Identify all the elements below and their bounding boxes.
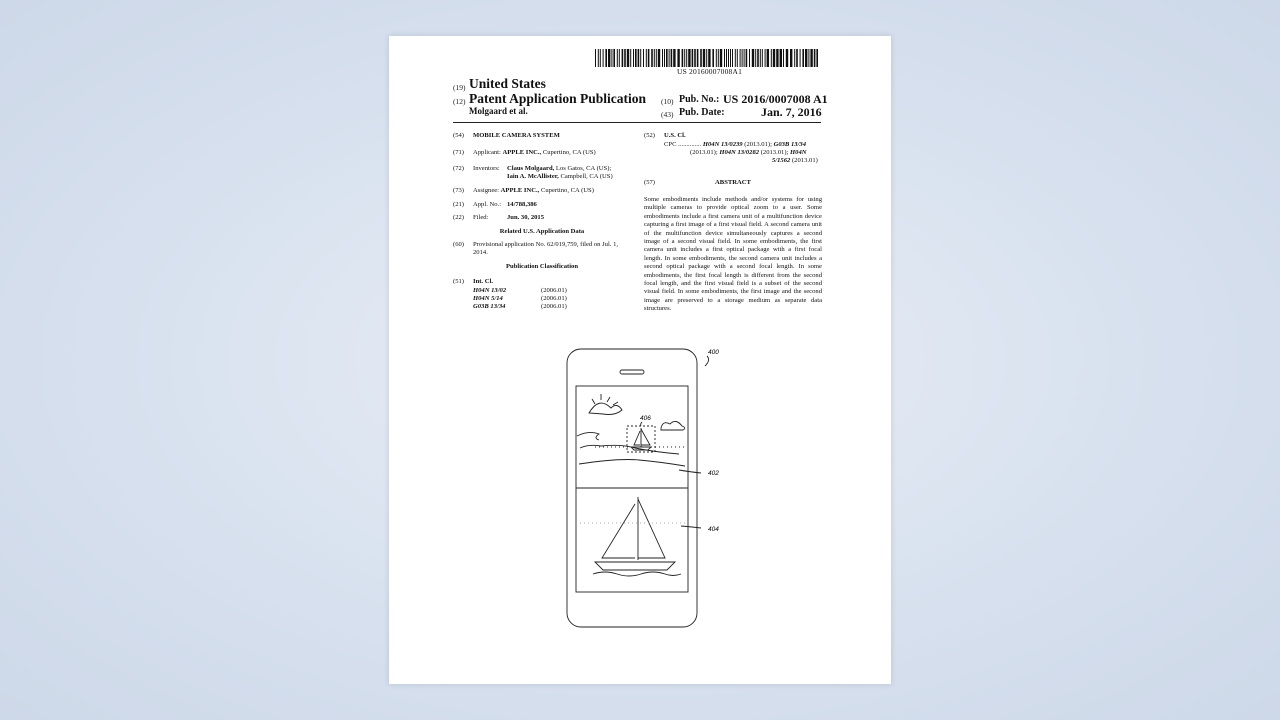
- pub-type: Patent Application Publication: [469, 91, 647, 106]
- cpc-line-3: [772, 157, 818, 165]
- cpc-code: H04N 13/0239: [702, 141, 743, 148]
- code-73: (73): [453, 187, 464, 194]
- provisional-line-1: Provisional application No. 62/019,759, filed on Jul. 1,: [473, 241, 619, 248]
- ref-404: 404: [708, 526, 719, 533]
- inventor-1-loc: Los Gatos, CA (US);: [555, 165, 612, 172]
- int-cl-code: H04N 13/02: [473, 287, 507, 294]
- cpc-label: CPC: [664, 141, 677, 148]
- cpc-code: 5/1562: [772, 157, 791, 164]
- phone-screen: [576, 386, 688, 592]
- shoreline: [577, 432, 679, 454]
- leader-402: [679, 470, 701, 473]
- cpc-year: (2013.01): [791, 157, 818, 164]
- assignee-label: Assignee:: [473, 187, 500, 194]
- pub-no-label: Pub. No.:: [679, 94, 720, 105]
- us-cl-label: U.S. Cl.: [664, 132, 686, 139]
- assignee-field: [473, 187, 594, 195]
- country: United States: [469, 76, 546, 91]
- code-10: (10): [661, 97, 674, 106]
- applicant-field: [473, 149, 596, 157]
- pub-date: Jan. 7, 2016: [761, 105, 822, 119]
- ref-400: 400: [708, 349, 719, 356]
- patent-page: [389, 36, 891, 684]
- large-sailboat-icon: [593, 497, 681, 576]
- cpc-code: H04N: [790, 149, 807, 156]
- assignee-name: APPLE INC.,: [500, 187, 540, 194]
- abstract-heading: ABSTRACT: [715, 179, 751, 186]
- related-heading: Related U.S. Application Data: [499, 228, 585, 235]
- code-22: (22): [453, 214, 464, 221]
- inventors-label: Inventors:: [473, 165, 500, 172]
- leader-400: [705, 356, 709, 366]
- int-cl-code: H04N 5/14: [473, 295, 503, 302]
- appl-no: 14/788,386: [507, 201, 537, 208]
- applicant-loc: Cupertino, CA (US): [542, 149, 596, 156]
- cpc-code: H04N 13/0282: [719, 149, 760, 156]
- code-51: (51): [453, 278, 464, 285]
- applicant-name: APPLE INC.,: [502, 149, 542, 156]
- code-71: (71): [453, 149, 464, 156]
- code-43: (43): [661, 110, 674, 119]
- inventor-2-name: Iain A. McAllister,: [507, 173, 559, 180]
- code-54: (54): [453, 132, 464, 139]
- cpc-year: (2013.01);: [744, 141, 772, 148]
- int-cl-code: G03B 13/34: [473, 303, 506, 310]
- inventor-1-name: Claus Molgaard,: [507, 165, 555, 172]
- cpc-year: (2013.01);: [690, 149, 718, 156]
- pub-date-label: Pub. Date:: [679, 107, 725, 118]
- cpc-dots: ..............: [678, 141, 702, 148]
- code-52: (52): [644, 132, 655, 139]
- provisional-line-2: 2014.: [473, 249, 488, 256]
- inventors-short: Molgaard et al.: [469, 106, 528, 116]
- filed-label: Filed:: [473, 214, 489, 221]
- barcode: [595, 49, 821, 67]
- code-21: (21): [453, 201, 464, 208]
- code-19: (19): [453, 83, 466, 92]
- abstract-text: Some embodiments include methods and/or systems for using multiple cameras to provide optical zoom to a user. Some embodiments include a first camera unit of a multifunction device capturing a first image of a first visual field. A second camera unit of the multifunction device simultaneously captures a second image of a second visual field. In some embodiments, the first camera unit includes a first optical package with a first focal length. In some embodiments, the second camera unit includes a second optical package with a second focal length. In some embodiments, the first focal length is different from the second focal length, and the first visual field is a subset of the second visual field. In some embodiments, the first image and the second image are preserved to a storage medium as separate data structures.: [644, 196, 822, 313]
- small-sailboat-icon: [631, 428, 651, 450]
- filed-date: Jun. 30, 2015: [507, 214, 545, 221]
- cpc-code: G03B 13/34: [773, 141, 806, 148]
- cpc-year: (2013.01);: [760, 149, 789, 156]
- leader-406: [641, 422, 642, 426]
- int-cl-year: (2006.01): [541, 295, 567, 302]
- code-60: (60): [453, 241, 464, 248]
- code-72: (72): [453, 165, 464, 172]
- int-cl-label: Int. Cl.: [473, 278, 493, 285]
- inventor-2-loc: Campbell, CA (US): [560, 173, 613, 180]
- int-cl-year: (2006.01): [541, 303, 567, 310]
- header-rule: [453, 122, 821, 123]
- barcode-number: US 20160007008A1: [677, 67, 743, 76]
- pub-no: US 2016/0007008 A1: [723, 92, 828, 106]
- inventor-2: [507, 173, 613, 181]
- code-12: (12): [453, 97, 466, 106]
- ref-402: 402: [708, 470, 719, 477]
- title: MOBILE CAMERA SYSTEM: [473, 132, 560, 139]
- code-57: (57): [644, 179, 655, 186]
- cloud-icon: [661, 421, 685, 430]
- water-line: [579, 460, 685, 467]
- appl-label: Appl. No.:: [473, 201, 502, 208]
- sun-icon: [589, 394, 622, 415]
- ref-406: 406: [640, 415, 651, 422]
- classification-heading: Publication Classification: [506, 263, 578, 270]
- phone-speaker-icon: [620, 370, 644, 374]
- patent-figure: [389, 336, 891, 636]
- applicant-label: Applicant:: [473, 149, 501, 156]
- assignee-loc: Cupertino, CA (US): [540, 187, 594, 194]
- leader-404: [681, 526, 701, 528]
- int-cl-year: (2006.01): [541, 287, 567, 294]
